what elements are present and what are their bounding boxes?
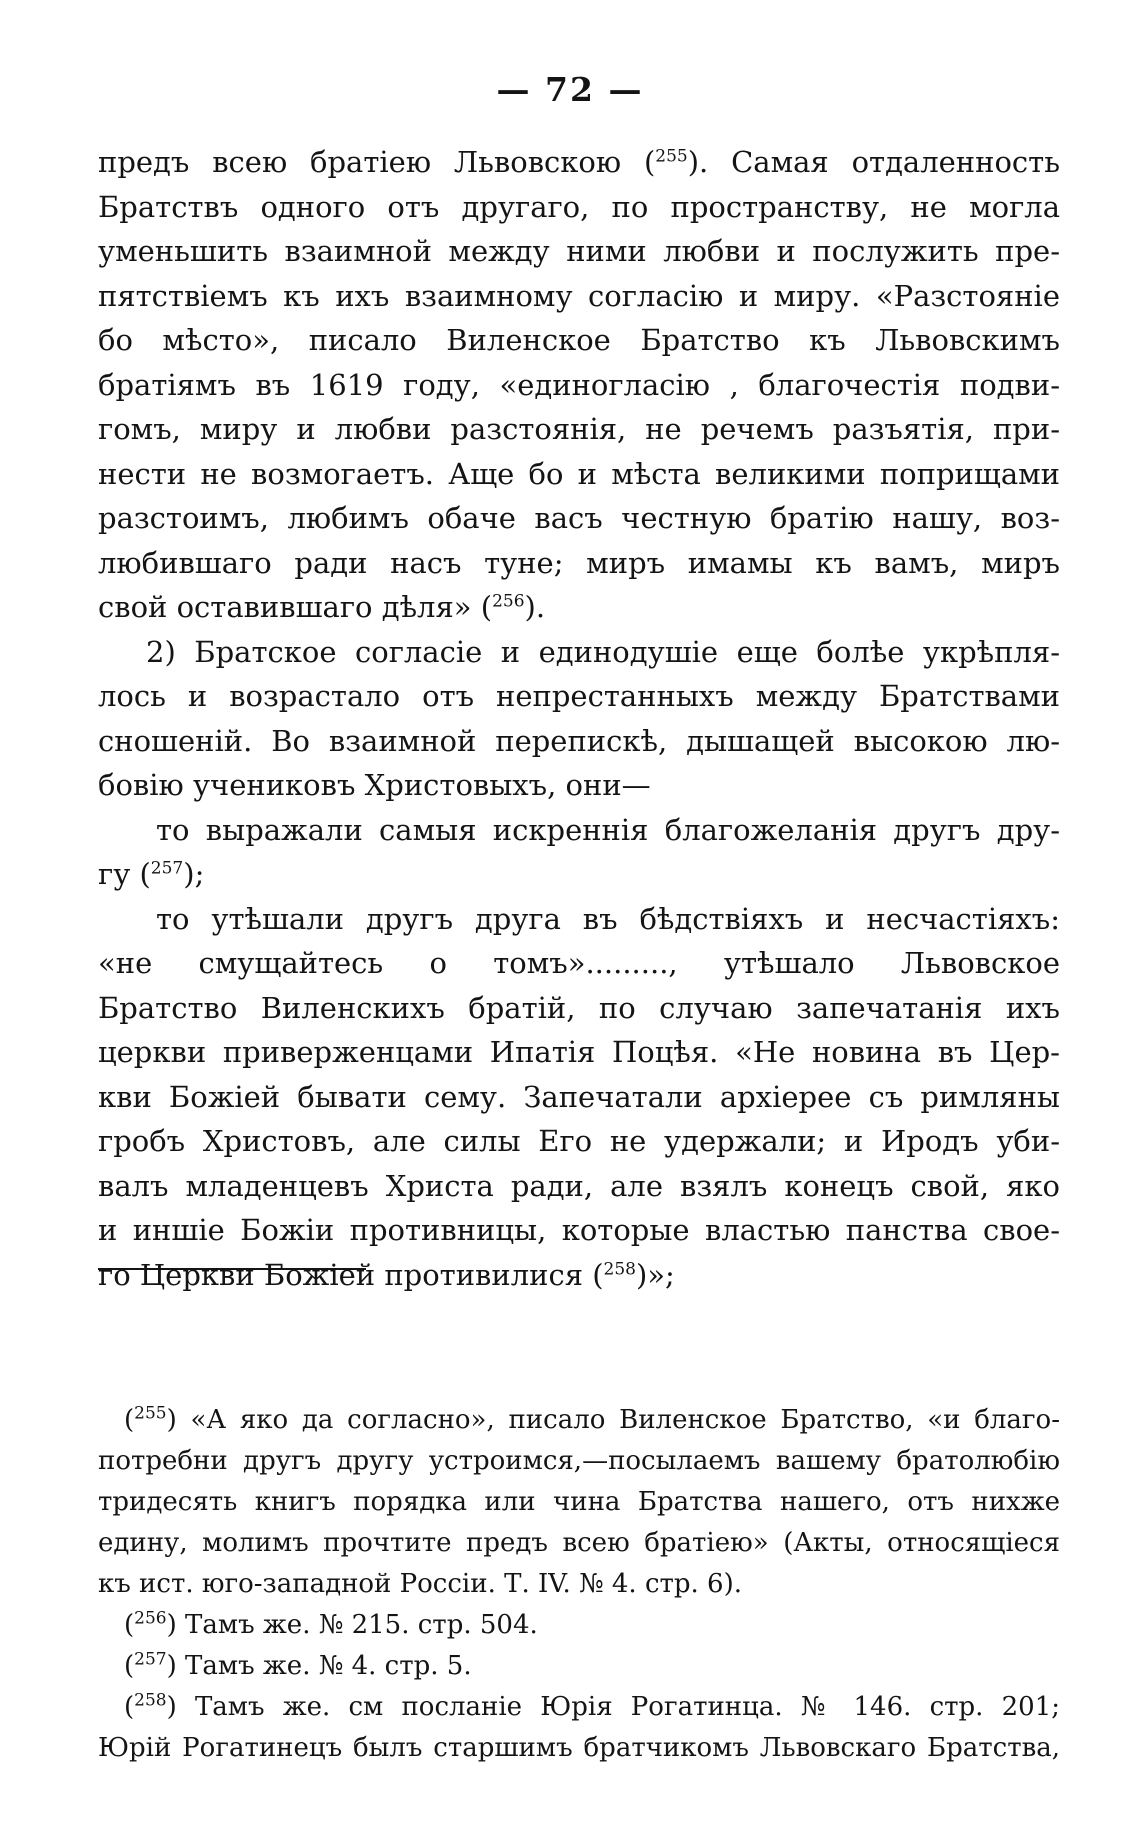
text-line: Братство Виленскихъ братій, по случаю запечатанія ихъ <box>98 990 1060 1025</box>
text-line: свой оставившаго дѣля» ($^{256}$). <box>98 590 546 624</box>
footnote-line: къ ист. юго-западной Россіи. Т. IV. № 4. стр. 6). <box>98 1569 743 1599</box>
text-line: то выражали самыя искреннія благожеланія другъ дру- <box>156 812 1060 847</box>
footnote-257 <box>98 1646 1060 1687</box>
text-line: нести не возмогаетъ. Аще бо и мѣста великими поприщами <box>98 456 1060 491</box>
text-line: го Церкви Божіей противилися ($^{258}$)»; <box>98 1257 675 1292</box>
footnote-line: ($^{256}$) Тамъ же. № 215. стр. 504. <box>124 1608 538 1640</box>
footnote-ref: 256 <box>492 591 525 612</box>
footnote-line: ($^{257}$) Тамъ же. № 4. стр. 5. <box>124 1649 472 1681</box>
text-line: валъ младенцевъ Христа ради, але взялъ конецъ свой, яко <box>98 1168 1060 1203</box>
page-number: — 72 — <box>496 70 644 109</box>
text-line: церкви приверженцами Ипатія Поцѣя. «Не новина въ Цер- <box>98 1035 1060 1069</box>
text-line: предъ всею братіею Львовскою ($^{255}$). Самая отдаленность <box>98 145 1060 179</box>
text-line: любившаго ради насъ туне; миръ имамы къ вамъ, миръ <box>98 545 1060 580</box>
text-line: то утѣшали другъ друга въ бѣдствіяхъ и несчастіяхъ: <box>156 901 1060 936</box>
footnote-divider <box>98 1268 366 1270</box>
text-line: гу ($^{257}$); <box>98 857 205 891</box>
footnote-number: 256 <box>134 1608 167 1629</box>
footnote-line: едину, молимъ прочтите предъ всею братіею» (Акты, относящіеся <box>98 1528 1060 1558</box>
text-line: лось и возрастало отъ непрестанныхъ между Братствами <box>98 679 1060 713</box>
text-line: уменьшить взаимной между ними любви и послужить пре- <box>98 234 1060 268</box>
footnote-256 <box>98 1605 1060 1646</box>
list-item-2 <box>98 897 1060 1298</box>
footnote-line: потребни другъ другу устроимся,—посылаемъ вашему братолюбію <box>98 1446 1060 1476</box>
footnote-line: ($^{255}$) «А яко да согласно», писало Виленское Братство, «и благо- <box>124 1403 1060 1435</box>
text-line: сношеній. Во взаимной перепискѣ, дышащей высокою лю- <box>98 723 1060 758</box>
text-line: бовію учениковъ Христовыхъ, они— <box>98 768 651 802</box>
footnote-number: 258 <box>134 1690 167 1711</box>
list-item-1 <box>98 808 1060 897</box>
text-line: 2) Братское согласіе и единодушіе еще болѣе укрѣпля- <box>146 634 1060 669</box>
text-line: и иншіе Божіи противницы, которые властью панства свое- <box>98 1213 1060 1247</box>
text-line: гомъ, миру и любви разстоянія, не речемъ разъятія, при- <box>98 412 1060 446</box>
text-line: братіямъ въ 1619 году, «единогласію , благочестія подви- <box>98 367 1060 402</box>
text-line: пятствіемъ къ ихъ взаимному согласію и миру. «Разстояніе <box>98 278 1060 313</box>
footnote-255 <box>98 1400 1060 1605</box>
text-line: кви Божіей бывати сему. Запечатали архіерее съ римляны <box>98 1079 1060 1114</box>
footnote-line: Юрій Рогатинецъ былъ старшимъ братчикомъ Львовскаго Братства, <box>98 1733 1060 1763</box>
footnote-line: тридесять книгъ порядка или чина Братства нашего, отъ нихже <box>98 1487 1060 1517</box>
footnote-line: ($^{258}$) Тамъ же. см посланіе Юрія Рогатинца. № 146. стр. 201; <box>124 1690 1060 1722</box>
footnote-258 <box>98 1687 1060 1769</box>
text-line: разстоимъ, любимъ обаче васъ честную братію нашу, воз- <box>98 501 1060 535</box>
text-line: «не смущайтесь о томъ»........., утѣшало Львовское <box>98 946 1060 980</box>
main-text <box>98 140 1060 1297</box>
footnotes <box>98 1400 1060 1769</box>
paragraph-1 <box>98 140 1060 630</box>
footnote-number: 257 <box>134 1649 167 1670</box>
footnote-number: 255 <box>134 1403 167 1424</box>
footnote-ref: 255 <box>655 146 688 167</box>
text-line: гробъ Христовъ, але силы Его не удержали; и Иродъ уби- <box>98 1124 1060 1158</box>
footnote-ref: 258 <box>603 1258 636 1279</box>
text-line: бо мѣсто», писало Виленское Братство къ Львовскимъ <box>98 323 1060 357</box>
text-line: Братствъ одного отъ другаго, по пространству, не могла <box>98 189 1060 224</box>
footnote-ref: 257 <box>150 858 184 879</box>
paragraph-2 <box>98 630 1060 808</box>
